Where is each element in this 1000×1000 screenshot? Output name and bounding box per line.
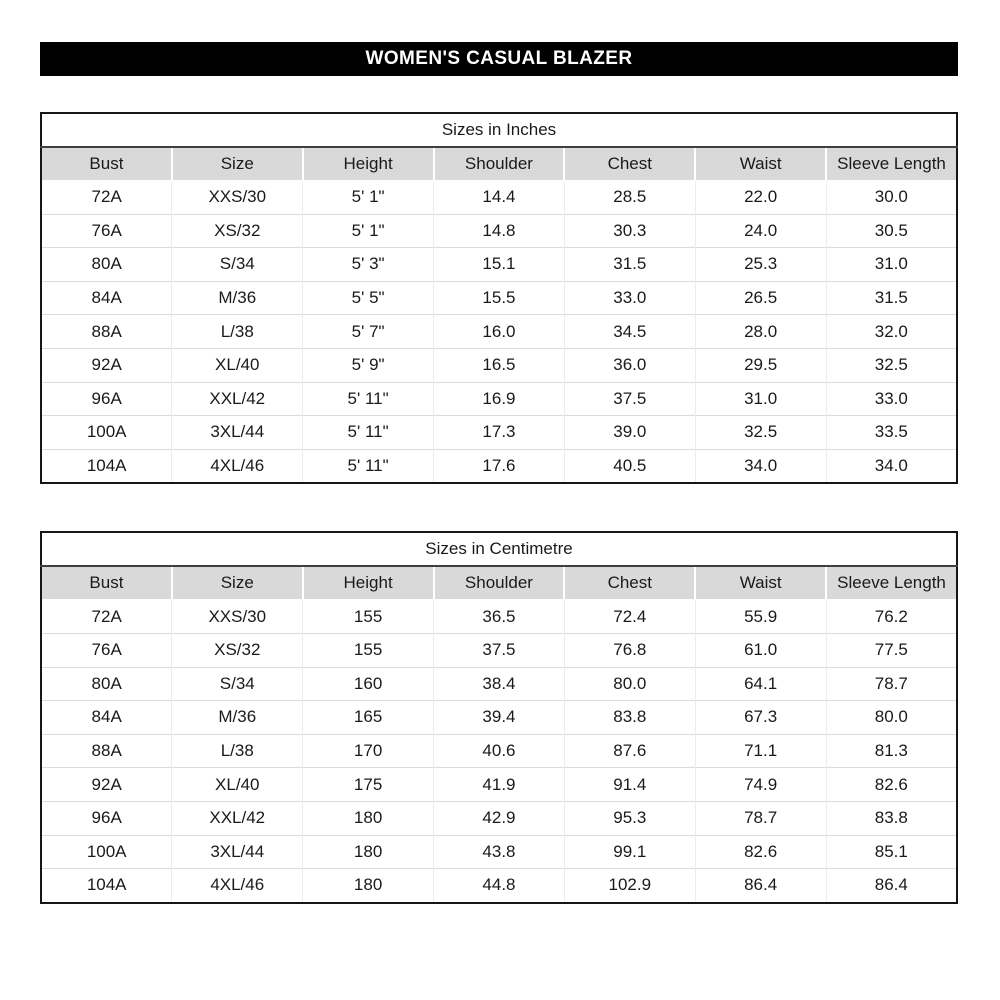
table-cell: 33.0: [564, 281, 695, 315]
table-row: [41, 667, 957, 701]
table-cell: 5' 11": [303, 416, 434, 450]
table-cell: 26.5: [695, 281, 826, 315]
table-cell: 39.4: [434, 701, 565, 735]
table-cell: 32.5: [695, 416, 826, 450]
column-header: Size: [172, 147, 303, 181]
table-row: [41, 281, 957, 315]
table-cell: 36.0: [564, 348, 695, 382]
table-cell: 17.3: [434, 416, 565, 450]
table-title: Sizes in Centimetre: [41, 532, 957, 566]
table-cell: 28.5: [564, 181, 695, 215]
table-cell: L/38: [172, 315, 303, 349]
table-cell: XS/32: [172, 214, 303, 248]
table-cell: XL/40: [172, 768, 303, 802]
table-cell: 4XL/46: [172, 449, 303, 483]
table-cell: 28.0: [695, 315, 826, 349]
table-cell: 5' 5": [303, 281, 434, 315]
column-header: Chest: [564, 566, 695, 600]
table-cell: 82.6: [826, 768, 957, 802]
table-cell: 92A: [41, 348, 172, 382]
table-cell: 36.5: [434, 600, 565, 634]
table-cell: 76A: [41, 214, 172, 248]
table-cell: 92A: [41, 768, 172, 802]
table-cell: 25.3: [695, 248, 826, 282]
centimetre-table-section: [40, 531, 958, 903]
table-cell: 29.5: [695, 348, 826, 382]
table-cell: 180: [303, 801, 434, 835]
table-cell: L/38: [172, 734, 303, 768]
column-header: Shoulder: [434, 566, 565, 600]
inches-table-section: [40, 112, 958, 484]
column-header: Size: [172, 566, 303, 600]
table-cell: 88A: [41, 734, 172, 768]
column-header: Waist: [695, 566, 826, 600]
table-cell: 80A: [41, 248, 172, 282]
table-cell: 96A: [41, 801, 172, 835]
table-cell: 33.0: [826, 382, 957, 416]
table-cell: 30.3: [564, 214, 695, 248]
table-cell: 5' 1": [303, 181, 434, 215]
table-cell: 96A: [41, 382, 172, 416]
table-cell: 16.5: [434, 348, 565, 382]
table-cell: 86.4: [826, 869, 957, 903]
table-cell: 31.5: [826, 281, 957, 315]
column-header: Height: [303, 566, 434, 600]
size-table: [40, 112, 958, 484]
table-cell: XXL/42: [172, 801, 303, 835]
table-cell: 44.8: [434, 869, 565, 903]
table-cell: 77.5: [826, 633, 957, 667]
table-cell: 17.6: [434, 449, 565, 483]
table-cell: 30.5: [826, 214, 957, 248]
table-cell: 38.4: [434, 667, 565, 701]
table-cell: 61.0: [695, 633, 826, 667]
table-cell: 72.4: [564, 600, 695, 634]
table-cell: 76.8: [564, 633, 695, 667]
table-row: [41, 701, 957, 735]
table-cell: 5' 1": [303, 214, 434, 248]
table-cell: 99.1: [564, 835, 695, 869]
table-cell: 34.0: [826, 449, 957, 483]
table-cell: 87.6: [564, 734, 695, 768]
table-header-row: [41, 147, 957, 181]
table-cell: XXS/30: [172, 181, 303, 215]
table-cell: 80A: [41, 667, 172, 701]
table-cell: 83.8: [826, 801, 957, 835]
column-header: Sleeve Length: [826, 147, 957, 181]
table-title-row: [41, 532, 957, 566]
table-cell: 43.8: [434, 835, 565, 869]
table-cell: 40.5: [564, 449, 695, 483]
table-cell: 24.0: [695, 214, 826, 248]
table-row: [41, 768, 957, 802]
table-cell: 104A: [41, 869, 172, 903]
table-cell: 40.6: [434, 734, 565, 768]
table-cell: 76A: [41, 633, 172, 667]
table-cell: 33.5: [826, 416, 957, 450]
column-header: Bust: [41, 147, 172, 181]
table-cell: 81.3: [826, 734, 957, 768]
table-cell: 95.3: [564, 801, 695, 835]
table-row: [41, 181, 957, 215]
column-header: Shoulder: [434, 147, 565, 181]
table-cell: 31.5: [564, 248, 695, 282]
table-cell: 102.9: [564, 869, 695, 903]
table-row: [41, 449, 957, 483]
table-row: [41, 348, 957, 382]
table-cell: 80.0: [564, 667, 695, 701]
table-header-row: [41, 566, 957, 600]
table-cell: 80.0: [826, 701, 957, 735]
table-cell: 15.1: [434, 248, 565, 282]
table-cell: 82.6: [695, 835, 826, 869]
table-cell: 15.5: [434, 281, 565, 315]
table-row: [41, 869, 957, 903]
table-cell: 30.0: [826, 181, 957, 215]
table-cell: 31.0: [695, 382, 826, 416]
table-cell: 71.1: [695, 734, 826, 768]
table-cell: 91.4: [564, 768, 695, 802]
table-cell: 5' 3": [303, 248, 434, 282]
table-cell: 72A: [41, 181, 172, 215]
table-cell: 78.7: [826, 667, 957, 701]
table-row: [41, 214, 957, 248]
table-cell: 74.9: [695, 768, 826, 802]
table-cell: 4XL/46: [172, 869, 303, 903]
table-cell: XXS/30: [172, 600, 303, 634]
table-cell: 84A: [41, 701, 172, 735]
table-row: [41, 734, 957, 768]
table-cell: 55.9: [695, 600, 826, 634]
table-title-row: [41, 113, 957, 147]
table-cell: 85.1: [826, 835, 957, 869]
table-cell: 37.5: [434, 633, 565, 667]
table-cell: 88A: [41, 315, 172, 349]
table-cell: 16.9: [434, 382, 565, 416]
table-cell: 78.7: [695, 801, 826, 835]
table-title: Sizes in Inches: [41, 113, 957, 147]
table-row: [41, 835, 957, 869]
table-row: [41, 382, 957, 416]
table-cell: 104A: [41, 449, 172, 483]
table-cell: 41.9: [434, 768, 565, 802]
column-header: Height: [303, 147, 434, 181]
table-row: [41, 600, 957, 634]
table-cell: 31.0: [826, 248, 957, 282]
table-cell: 67.3: [695, 701, 826, 735]
product-title: WOMEN'S CASUAL BLAZER: [365, 48, 633, 69]
column-header: Waist: [695, 147, 826, 181]
table-cell: 160: [303, 667, 434, 701]
table-row: [41, 248, 957, 282]
table-cell: XS/32: [172, 633, 303, 667]
table-cell: 5' 9": [303, 348, 434, 382]
table-cell: 5' 7": [303, 315, 434, 349]
table-cell: 165: [303, 701, 434, 735]
column-header: Sleeve Length: [826, 566, 957, 600]
table-cell: S/34: [172, 248, 303, 282]
column-header: Bust: [41, 566, 172, 600]
table-cell: 64.1: [695, 667, 826, 701]
table-cell: 32.5: [826, 348, 957, 382]
table-cell: M/36: [172, 701, 303, 735]
table-cell: 86.4: [695, 869, 826, 903]
table-cell: 5' 11": [303, 449, 434, 483]
table-cell: 3XL/44: [172, 416, 303, 450]
table-cell: S/34: [172, 667, 303, 701]
table-cell: 155: [303, 633, 434, 667]
table-cell: 14.8: [434, 214, 565, 248]
table-cell: 72A: [41, 600, 172, 634]
table-cell: 22.0: [695, 181, 826, 215]
table-cell: 100A: [41, 416, 172, 450]
column-header: Chest: [564, 147, 695, 181]
table-cell: 42.9: [434, 801, 565, 835]
table-cell: 100A: [41, 835, 172, 869]
table-cell: 32.0: [826, 315, 957, 349]
product-title-banner: [40, 42, 958, 76]
table-row: [41, 416, 957, 450]
table-cell: 180: [303, 869, 434, 903]
table-row: [41, 633, 957, 667]
table-cell: 5' 11": [303, 382, 434, 416]
table-cell: 175: [303, 768, 434, 802]
table-row: [41, 801, 957, 835]
table-cell: 180: [303, 835, 434, 869]
size-table: [40, 531, 958, 903]
table-cell: M/36: [172, 281, 303, 315]
table-cell: XXL/42: [172, 382, 303, 416]
table-cell: 37.5: [564, 382, 695, 416]
table-cell: 76.2: [826, 600, 957, 634]
table-cell: 34.5: [564, 315, 695, 349]
table-cell: 14.4: [434, 181, 565, 215]
table-cell: 34.0: [695, 449, 826, 483]
table-cell: 3XL/44: [172, 835, 303, 869]
table-cell: 155: [303, 600, 434, 634]
table-cell: 16.0: [434, 315, 565, 349]
table-cell: 83.8: [564, 701, 695, 735]
table-row: [41, 315, 957, 349]
table-cell: XL/40: [172, 348, 303, 382]
table-cell: 170: [303, 734, 434, 768]
table-cell: 39.0: [564, 416, 695, 450]
table-cell: 84A: [41, 281, 172, 315]
